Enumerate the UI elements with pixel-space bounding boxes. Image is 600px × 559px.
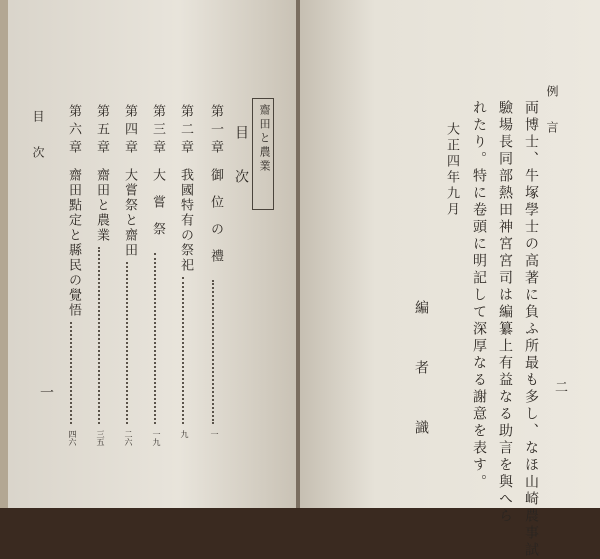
chapter-title: 齋田點定と縣民の覺悟 [66,168,81,318]
chapter-title: 御位の禮 [208,168,223,276]
page-number: 二六 [124,430,133,446]
leader-dots [154,253,156,424]
right-page [300,0,600,559]
running-head-right: 例 言 [545,85,559,139]
preface-date: 大正四年九月 [444,122,459,218]
chapter-label: 第六章 [66,104,81,158]
preface-line-1: 両博士、牛塚學士の高著に負ふ所最も多し、なほ山崎農事試 [523,100,539,559]
chapter-label: 第四章 [122,104,137,158]
chapter-title: 大嘗祭と齋田 [122,168,137,258]
leader-dots [126,262,128,424]
page-number: 三五 [96,430,105,446]
chapter-label: 第三章 [150,104,165,158]
page-number: 四六 [68,430,77,446]
page-number: 一 [210,430,219,438]
leader-dots [212,280,214,424]
chapter-title: 大嘗祭 [150,168,165,249]
preface-line-2: 驗場長同部熱田神宮宮司は編纂上有益なる助言を與へら [497,100,513,525]
running-head-left: 目 次 [31,110,45,164]
leader-dots [182,277,184,424]
chapter-title: 我國特有の祭祀 [178,168,193,273]
left-page [0,0,298,508]
chapter-label: 第二章 [178,104,193,158]
leader-dots [98,247,100,424]
book-title: 齋田と農業 [258,104,271,174]
preface-line-3: れたり。特に卷頭に明記して深厚なる謝意を表す。 [471,100,487,491]
chapter-title: 齋田と農業 [94,168,109,243]
folio-right: 二 [552,380,567,399]
page-number: 一九 [152,430,161,446]
page-edge [0,0,8,508]
page-number: 九 [180,430,189,438]
chapter-label: 第五章 [94,104,109,158]
chapter-label: 第一章 [208,104,223,158]
leader-dots [70,322,72,424]
folio-left: 一 [38,385,54,405]
toc-heading: 目 次 [233,125,249,191]
editor-signature: 編 者 識 [413,300,429,450]
